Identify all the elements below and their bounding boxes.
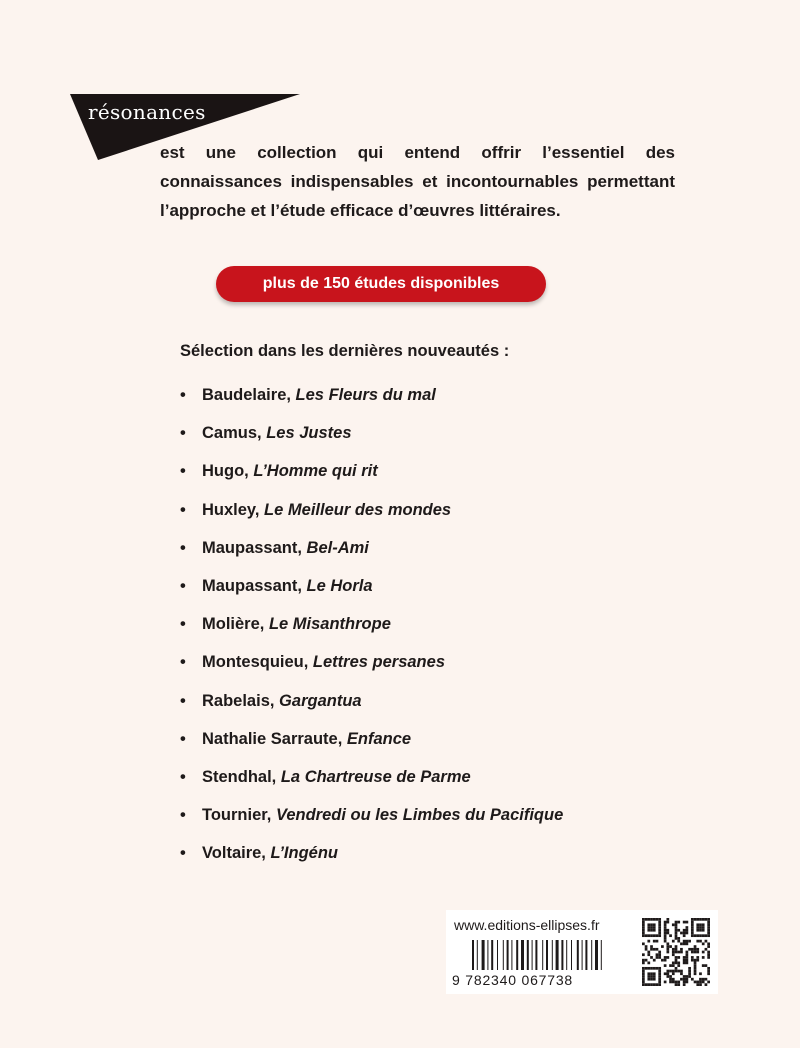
- book-author: Baudelaire,: [202, 386, 291, 404]
- list-item: [180, 643, 680, 681]
- selection-heading: Sélection dans les dernières nouveautés :: [180, 342, 510, 360]
- bullet-icon: •: [180, 424, 186, 443]
- bullet-icon: •: [180, 806, 186, 825]
- book-author: Stendhal,: [202, 767, 277, 786]
- book-title: La Chartreuse de Parme: [276, 767, 471, 786]
- book-title: L’Homme qui rit: [248, 462, 378, 481]
- list-item: [180, 529, 680, 567]
- book-list: [180, 376, 680, 872]
- list-item: [180, 720, 680, 758]
- publisher-website: www.editions-ellipses.fr: [454, 917, 600, 933]
- list-item: [180, 491, 680, 529]
- list-item: [180, 605, 680, 643]
- list-item: [180, 758, 680, 796]
- bullet-icon: •: [180, 844, 186, 863]
- bullet-icon: •: [180, 653, 186, 672]
- bullet-icon: •: [180, 767, 186, 786]
- book-author: Maupassant,: [202, 538, 302, 557]
- list-item: [180, 834, 680, 872]
- bullet-icon: •: [180, 462, 186, 481]
- book-title: Le Meilleur des mondes: [259, 500, 452, 519]
- book-title: Enfance: [342, 729, 412, 748]
- list-item: [180, 376, 680, 414]
- list-item: [180, 567, 680, 605]
- book-title: Le Horla: [301, 576, 373, 595]
- book-title: Vendredi ou les Limbes du Pacifique: [271, 806, 564, 825]
- list-item: [180, 414, 680, 452]
- book-author: Nathalie Sarraute,: [202, 729, 343, 748]
- barcode-panel: [446, 910, 718, 994]
- list-item: [180, 452, 680, 490]
- book-author: Molière,: [202, 615, 265, 634]
- book-author: Montesquieu,: [202, 653, 309, 672]
- bullet-icon: •: [180, 386, 186, 404]
- bullet-icon: •: [180, 615, 186, 634]
- book-author: Rabelais,: [202, 691, 275, 710]
- book-author: Camus,: [202, 424, 262, 443]
- book-author: Voltaire,: [202, 844, 266, 863]
- book-author: Hugo,: [202, 462, 249, 481]
- list-item: [180, 682, 680, 720]
- book-title: Les Justes: [261, 424, 352, 443]
- book-title: Bel-Ami: [301, 538, 369, 557]
- collection-name: résonances: [88, 100, 206, 124]
- isbn-number: 9 782340 067738: [452, 972, 573, 988]
- qr-code-icon: [642, 918, 710, 986]
- book-title: Les Fleurs du mal: [290, 386, 436, 404]
- list-item: [180, 796, 680, 834]
- book-author: Tournier,: [202, 806, 272, 825]
- bullet-icon: •: [180, 538, 186, 557]
- book-author: Huxley,: [202, 500, 260, 519]
- book-author: Maupassant,: [202, 576, 302, 595]
- book-title: Lettres persanes: [308, 653, 445, 672]
- bullet-icon: •: [180, 691, 186, 710]
- barcode-icon: [472, 940, 632, 970]
- collection-description: est une collection qui entend offrir l’essentiel des connaissances indispensables et incontournables permettant l’approche et l’étude efficace d’œuvres littéraires.: [160, 143, 675, 220]
- bullet-icon: •: [180, 500, 186, 519]
- book-title: L’Ingénu: [265, 844, 338, 863]
- bullet-icon: •: [180, 576, 186, 595]
- book-title: Le Misanthrope: [264, 615, 391, 634]
- studies-count-badge: plus de 150 études disponibles: [216, 266, 546, 302]
- bullet-icon: •: [180, 729, 186, 748]
- book-title: Gargantua: [274, 691, 362, 710]
